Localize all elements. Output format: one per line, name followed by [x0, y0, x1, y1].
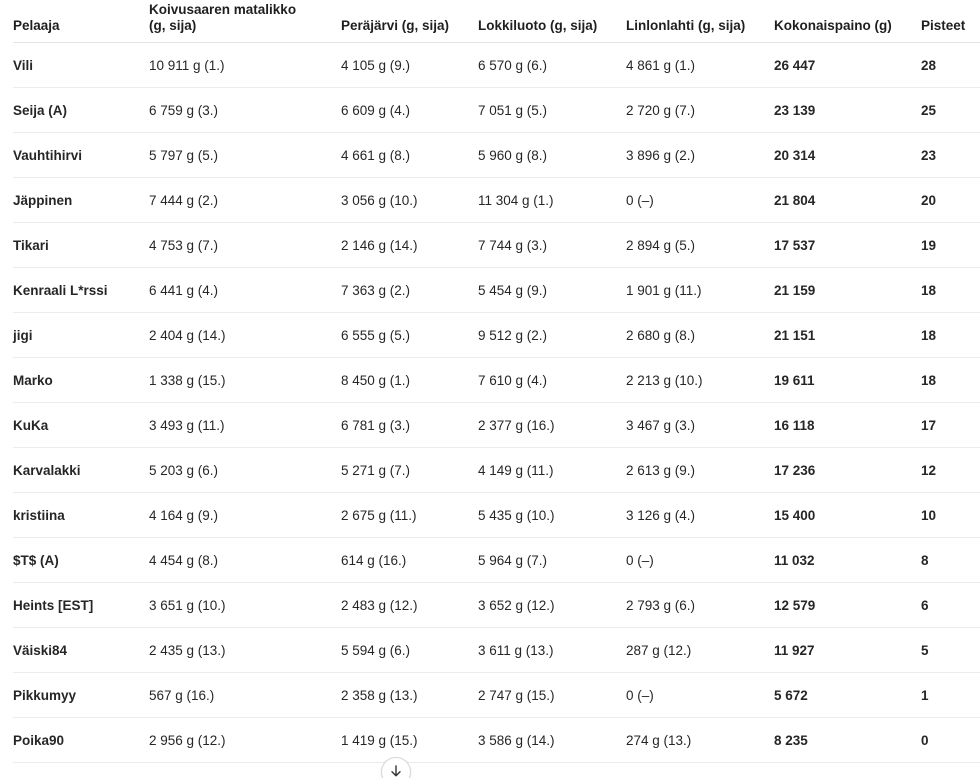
cell-lokkiluoto: 3 611 g (13.)	[478, 628, 626, 673]
cell-koivusaari: 7 444 g (2.)	[149, 178, 341, 223]
cell-player: Heints [EST]	[13, 583, 149, 628]
cell-koivusaari: 5 203 g (6.)	[149, 448, 341, 493]
cell-koivusaari: 1 338 g (15.)	[149, 358, 341, 403]
cell-linlonlahti: 2 894 g (5.)	[626, 223, 774, 268]
cell-linlonlahti: 0 (–)	[626, 673, 774, 718]
cell-perajarvi: 2 146 g (14.)	[341, 223, 478, 268]
cell-koivusaari: 4 753 g (7.)	[149, 223, 341, 268]
cell-koivusaari: 567 g (16.)	[149, 673, 341, 718]
cell-linlonlahti: 4 861 g (1.)	[626, 43, 774, 88]
cell-koivusaari: 4 164 g (9.)	[149, 493, 341, 538]
cell-points: 23	[921, 133, 980, 178]
cell-player: Tikari	[13, 223, 149, 268]
header-total: Kokonaispaino (g)	[774, 0, 921, 43]
cell-koivusaari: 3 651 g (10.)	[149, 583, 341, 628]
cell-player: Vili	[13, 43, 149, 88]
cell-koivusaari: 4 454 g (8.)	[149, 538, 341, 583]
cell-perajarvi: 2 483 g (12.)	[341, 583, 478, 628]
cell-player: $T$ (A)	[13, 538, 149, 583]
cell-perajarvi: 1 419 g (15.)	[341, 718, 478, 763]
cell-total: 16 118	[774, 403, 921, 448]
cell-koivusaari: 3 493 g (11.)	[149, 403, 341, 448]
table-row	[13, 223, 980, 268]
header-points: Pisteet	[921, 0, 980, 43]
cell-linlonlahti: 287 g (12.)	[626, 628, 774, 673]
cell-linlonlahti: 2 613 g (9.)	[626, 448, 774, 493]
cell-total: 17 236	[774, 448, 921, 493]
header-linlonlahti: Linlonlahti (g, sija)	[626, 0, 774, 43]
cell-total: 21 151	[774, 313, 921, 358]
cell-points: 18	[921, 313, 980, 358]
cell-points: 25	[921, 88, 980, 133]
table-row	[13, 718, 980, 763]
header-lokkiluoto: Lokkiluoto (g, sija)	[478, 0, 626, 43]
cell-lokkiluoto: 7 051 g (5.)	[478, 88, 626, 133]
cell-lokkiluoto: 4 149 g (11.)	[478, 448, 626, 493]
cell-points: 8	[921, 538, 980, 583]
cell-perajarvi: 2 358 g (13.)	[341, 673, 478, 718]
cell-linlonlahti: 3 467 g (3.)	[626, 403, 774, 448]
cell-total: 21 159	[774, 268, 921, 313]
table-row	[13, 628, 980, 673]
cell-points: 28	[921, 43, 980, 88]
cell-lokkiluoto: 5 435 g (10.)	[478, 493, 626, 538]
cell-lokkiluoto: 11 304 g (1.)	[478, 178, 626, 223]
cell-linlonlahti: 2 213 g (10.)	[626, 358, 774, 403]
cell-perajarvi: 8 450 g (1.)	[341, 358, 478, 403]
cell-perajarvi: 6 609 g (4.)	[341, 88, 478, 133]
table-body	[13, 43, 980, 763]
cell-linlonlahti: 0 (–)	[626, 178, 774, 223]
cell-player: Marko	[13, 358, 149, 403]
header-row	[13, 0, 980, 43]
cell-total: 15 400	[774, 493, 921, 538]
cell-koivusaari: 2 435 g (13.)	[149, 628, 341, 673]
cell-player: Poika90	[13, 718, 149, 763]
cell-perajarvi: 5 594 g (6.)	[341, 628, 478, 673]
cell-total: 12 579	[774, 583, 921, 628]
table-row	[13, 88, 980, 133]
cell-player: Pikkumyy	[13, 673, 149, 718]
cell-lokkiluoto: 6 570 g (6.)	[478, 43, 626, 88]
cell-points: 19	[921, 223, 980, 268]
header-koivusaari: Koivusaaren matalikko (g, sija)	[149, 0, 341, 43]
cell-koivusaari: 6 441 g (4.)	[149, 268, 341, 313]
cell-total: 17 537	[774, 223, 921, 268]
cell-total: 11 927	[774, 628, 921, 673]
cell-player: KuKa	[13, 403, 149, 448]
cell-player: Karvalakki	[13, 448, 149, 493]
table-row	[13, 358, 980, 403]
cell-player: Jäppinen	[13, 178, 149, 223]
table-row	[13, 673, 980, 718]
cell-points: 12	[921, 448, 980, 493]
cell-points: 5	[921, 628, 980, 673]
table-row	[13, 448, 980, 493]
cell-perajarvi: 4 661 g (8.)	[341, 133, 478, 178]
cell-lokkiluoto: 2 747 g (15.)	[478, 673, 626, 718]
cell-linlonlahti: 1 901 g (11.)	[626, 268, 774, 313]
table-header	[13, 0, 980, 43]
cell-total: 23 139	[774, 88, 921, 133]
cell-perajarvi: 3 056 g (10.)	[341, 178, 478, 223]
table-row	[13, 178, 980, 223]
cell-points: 18	[921, 268, 980, 313]
cell-points: 0	[921, 718, 980, 763]
cell-linlonlahti: 2 680 g (8.)	[626, 313, 774, 358]
table-row	[13, 133, 980, 178]
cell-perajarvi: 6 555 g (5.)	[341, 313, 478, 358]
cell-lokkiluoto: 5 964 g (7.)	[478, 538, 626, 583]
cell-linlonlahti: 274 g (13.)	[626, 718, 774, 763]
cell-perajarvi: 6 781 g (3.)	[341, 403, 478, 448]
cell-points: 17	[921, 403, 980, 448]
cell-total: 11 032	[774, 538, 921, 583]
cell-perajarvi: 5 271 g (7.)	[341, 448, 478, 493]
table-row	[13, 403, 980, 448]
cell-player: Seija (A)	[13, 88, 149, 133]
table-row	[13, 538, 980, 583]
table-row	[13, 493, 980, 538]
cell-total: 26 447	[774, 43, 921, 88]
cell-perajarvi: 4 105 g (9.)	[341, 43, 478, 88]
cell-linlonlahti: 2 793 g (6.)	[626, 583, 774, 628]
cell-perajarvi: 614 g (16.)	[341, 538, 478, 583]
cell-lokkiluoto: 3 652 g (12.)	[478, 583, 626, 628]
cell-perajarvi: 7 363 g (2.)	[341, 268, 478, 313]
cell-points: 20	[921, 178, 980, 223]
cell-linlonlahti: 2 720 g (7.)	[626, 88, 774, 133]
cell-total: 5 672	[774, 673, 921, 718]
cell-koivusaari: 6 759 g (3.)	[149, 88, 341, 133]
cell-player: Vauhtihirvi	[13, 133, 149, 178]
cell-koivusaari: 5 797 g (5.)	[149, 133, 341, 178]
arrow-down-icon	[389, 766, 403, 778]
cell-lokkiluoto: 5 454 g (9.)	[478, 268, 626, 313]
cell-player: kristiina	[13, 493, 149, 538]
header-player: Pelaaja	[13, 0, 149, 43]
cell-koivusaari: 10 911 g (1.)	[149, 43, 341, 88]
cell-lokkiluoto: 5 960 g (8.)	[478, 133, 626, 178]
cell-points: 10	[921, 493, 980, 538]
cell-player: Väiski84	[13, 628, 149, 673]
cell-total: 8 235	[774, 718, 921, 763]
cell-perajarvi: 2 675 g (11.)	[341, 493, 478, 538]
cell-lokkiluoto: 7 744 g (3.)	[478, 223, 626, 268]
cell-total: 20 314	[774, 133, 921, 178]
cell-koivusaari: 2 956 g (12.)	[149, 718, 341, 763]
results-table	[13, 0, 980, 763]
table-row	[13, 268, 980, 313]
cell-lokkiluoto: 9 512 g (2.)	[478, 313, 626, 358]
table-row	[13, 43, 980, 88]
cell-points: 1	[921, 673, 980, 718]
cell-lokkiluoto: 7 610 g (4.)	[478, 358, 626, 403]
cell-total: 21 804	[774, 178, 921, 223]
cell-linlonlahti: 3 126 g (4.)	[626, 493, 774, 538]
cell-total: 19 611	[774, 358, 921, 403]
cell-linlonlahti: 0 (–)	[626, 538, 774, 583]
cell-points: 18	[921, 358, 980, 403]
header-perajarvi: Peräjärvi (g, sija)	[341, 0, 478, 43]
cell-lokkiluoto: 2 377 g (16.)	[478, 403, 626, 448]
table-row	[13, 313, 980, 358]
cell-player: Kenraali L*rssi	[13, 268, 149, 313]
cell-linlonlahti: 3 896 g (2.)	[626, 133, 774, 178]
cell-points: 6	[921, 583, 980, 628]
cell-koivusaari: 2 404 g (14.)	[149, 313, 341, 358]
table-row	[13, 583, 980, 628]
cell-player: jigi	[13, 313, 149, 358]
cell-lokkiluoto: 3 586 g (14.)	[478, 718, 626, 763]
